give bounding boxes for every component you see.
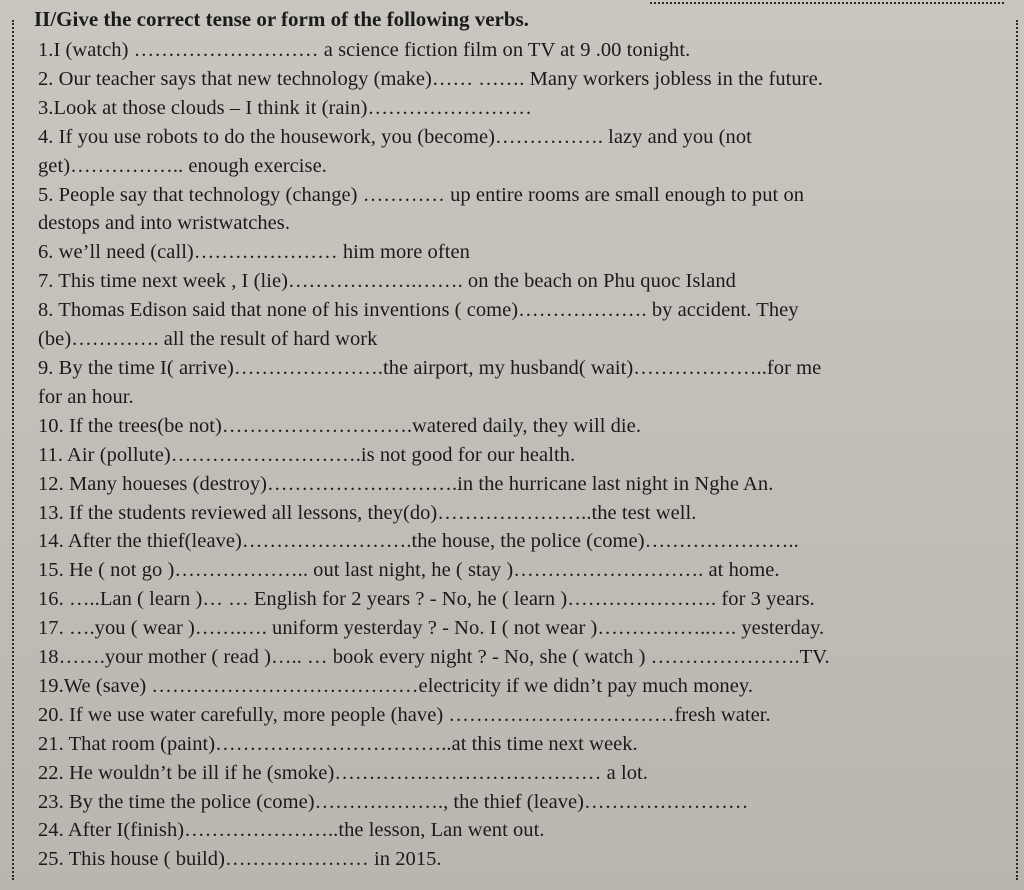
exercise-line: 16. …..Lan ( learn )… … English for 2 years ? - No, he ( learn )…………………. for 3 years. [38,588,815,611]
exercise-line: destops and into wristwatches. [38,212,291,235]
exercise-line: for an hour. [38,385,134,408]
exercise-line: 23. By the time the police (come)………………., the thief (leave)…………………… [38,790,749,813]
exercise-line: 2. Our teacher says that new technology (make)…… ……. Many workers jobless in the future. [38,67,823,90]
exercise-line: 22. He wouldn’t be ill if he (smoke)………………………………… a lot. [38,761,648,784]
exercise-line: 3.Look at those clouds – I think it (rain)…………………… [38,96,532,119]
exercise-line: 11. Air (pollute)……………………….is not good for our health. [38,443,576,466]
exercise-line: 1.I (watch) ……………………… a science fiction film on TV at 9 .00 tonight. [38,39,691,61]
exercise-line: 10. If the trees(be not)……………………….watered daily, they will die. [38,414,642,437]
dotted-border-right [1016,20,1018,880]
exercise-list [0,36,1024,874]
exercise-title: II/Give the correct tense or form of the following verbs. [34,7,529,31]
exercise-line: 5. People say that technology (change) ………… up entire rooms are small enough to put on [38,183,805,206]
exercise-line: 9. By the time I( arrive)………………….the airport, my husband( wait)………………..for me [38,356,822,379]
exercise-line: 25. This house ( build)………………… in 2015. [38,848,442,871]
exercise-line: get)…………….. enough exercise. [38,154,327,177]
exercise-line: 4. If you use robots to do the housework, you (become)……………. lazy and you (not [38,125,752,148]
exercise-line: (be)…………. all the result of hard work [38,328,378,351]
exercise-line: 14. After the thief(leave)…………………….the house, the police (come)………………….. [38,530,799,553]
exercise-line: 21. That room (paint)……………………………..at this time next week. [38,732,638,755]
exercise-line: 19.We (save) …………………………………electricity if we didn’t pay much money. [38,674,754,697]
exercise-line: 18…….your mother ( read )….. … book every night ? - No, she ( watch ) ………………….TV. [38,646,830,669]
dotted-border-left [12,20,14,880]
dotted-border-top [650,2,1004,4]
exercise-line: 15. He ( not go )……………….. out last night, he ( stay )………………………. at home. [38,559,780,582]
exercise-line: 6. we’ll need (call)………………… him more often [38,241,470,264]
exercise-line: 8. Thomas Edison said that none of his inventions ( come)………………. by accident. They [38,299,799,322]
exercise-line: 12. Many houeses (destroy)……………………….in the hurricane last night in Nghe An. [38,472,774,495]
exercise-line: 7. This time next week , I (lie)……………….……. on the beach on Phu quoc Island [38,270,736,293]
exercise-line: 13. If the students reviewed all lessons, they(do)…………………..the test well. [38,501,697,524]
exercise-line: 24. After I(finish)…………………..the lesson, Lan went out. [38,819,545,842]
exercise-line: 17. ….you ( wear )…….…. uniform yesterday ? - No. I ( not wear )……………..…. yesterday. [38,617,825,640]
exercise-line: 20. If we use water carefully, more people (have) ……………………………fresh water. [38,703,771,726]
